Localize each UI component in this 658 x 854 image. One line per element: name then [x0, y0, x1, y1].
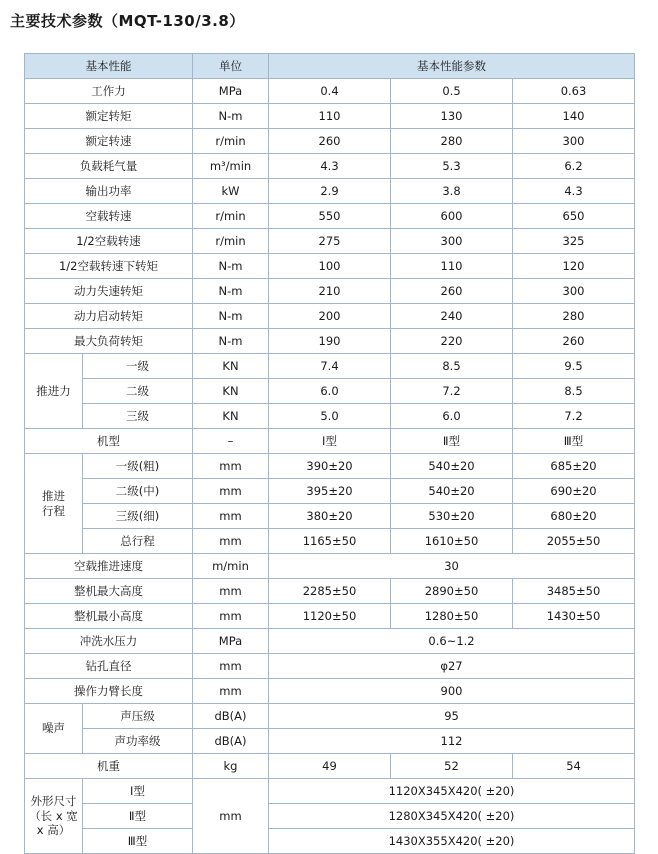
- row-value-3: 0.63: [513, 79, 635, 104]
- row-unit: N-m: [193, 104, 269, 129]
- header-parameters: 基本性能参数: [269, 54, 635, 79]
- row-unit: r/min: [193, 229, 269, 254]
- row-value-span: 112: [269, 729, 635, 754]
- row-value-span: 30: [269, 554, 635, 579]
- row-unit: N-m: [193, 329, 269, 354]
- table-row-dimensions: [25, 829, 635, 854]
- row-value-1: Ⅰ型: [269, 429, 391, 454]
- row-value-1: 260: [269, 129, 391, 154]
- row-label: 操作力臂长度: [25, 679, 193, 704]
- row-value-3: 54: [513, 754, 635, 779]
- row-value-2: 0.5: [391, 79, 513, 104]
- table-row-thrust: [25, 354, 635, 379]
- row-value-2: 8.5: [391, 354, 513, 379]
- row-label: 1/2空载转速下转矩: [25, 254, 193, 279]
- table-row-thrust: [25, 379, 635, 404]
- row-value-3: 280: [513, 304, 635, 329]
- row-value-3: 6.2: [513, 154, 635, 179]
- row-unit: mm: [193, 454, 269, 479]
- row-value-2: 52: [391, 754, 513, 779]
- row-value-3: 650: [513, 204, 635, 229]
- row-value-3: 7.2: [513, 404, 635, 429]
- table-row: [25, 204, 635, 229]
- row-value-2: 540±20: [391, 454, 513, 479]
- row-value-2: 220: [391, 329, 513, 354]
- row-unit: m³/min: [193, 154, 269, 179]
- group-label-stroke-line2: 行程: [42, 503, 65, 518]
- row-unit: N-m: [193, 254, 269, 279]
- table-row: [25, 129, 635, 154]
- row-unit: –: [193, 429, 269, 454]
- group-label-dimensions-line2: （长 x 宽 x 高）: [29, 808, 78, 838]
- row-value-3: 300: [513, 129, 635, 154]
- row-value-2: 540±20: [391, 479, 513, 504]
- table-row-noise: [25, 704, 635, 729]
- row-value-3: 3485±50: [513, 579, 635, 604]
- row-value-3: 1430±50: [513, 604, 635, 629]
- table-row: [25, 254, 635, 279]
- table-row: [25, 554, 635, 579]
- sub-label: 声功率级: [83, 729, 193, 754]
- row-label: 冲洗水压力: [25, 629, 193, 654]
- row-value-1: 395±20: [269, 479, 391, 504]
- row-value-span: 1430X355X420( ±20): [269, 829, 635, 854]
- row-label: 空载推进速度: [25, 554, 193, 579]
- row-label: 输出功率: [25, 179, 193, 204]
- row-value-1: 2285±50: [269, 579, 391, 604]
- page-title: 主要技术参数（MQT-130/3.8）: [10, 12, 245, 30]
- row-value-2: Ⅱ型: [391, 429, 513, 454]
- row-unit: dB(A): [193, 729, 269, 754]
- table-row: [25, 579, 635, 604]
- row-unit: KN: [193, 404, 269, 429]
- row-value-2: 2890±50: [391, 579, 513, 604]
- row-value-2: 1280±50: [391, 604, 513, 629]
- table-row: [25, 179, 635, 204]
- row-value-span: 1280X345X420( ±20): [269, 804, 635, 829]
- table-row-stroke: [25, 529, 635, 554]
- row-unit: mm: [193, 604, 269, 629]
- table-row: [25, 629, 635, 654]
- row-unit: N-m: [193, 304, 269, 329]
- row-value-3: 8.5: [513, 379, 635, 404]
- row-unit: mm: [193, 579, 269, 604]
- table-row: [25, 304, 635, 329]
- row-unit: kg: [193, 754, 269, 779]
- row-label: 额定转矩: [25, 104, 193, 129]
- table-row: [25, 79, 635, 104]
- row-value-3: 4.3: [513, 179, 635, 204]
- table-row-model: [25, 429, 635, 454]
- row-unit: mm: [193, 479, 269, 504]
- table-row-weight: [25, 754, 635, 779]
- row-value-2: 600: [391, 204, 513, 229]
- sub-label: 总行程: [83, 529, 193, 554]
- sub-label: 一级(粗): [83, 454, 193, 479]
- row-value-1: 210: [269, 279, 391, 304]
- sub-label: 声压级: [83, 704, 193, 729]
- row-label: 最大负荷转矩: [25, 329, 193, 354]
- row-label: 额定转速: [25, 129, 193, 154]
- table-row: [25, 679, 635, 704]
- group-label-noise: 噪声: [25, 704, 83, 754]
- table-row: [25, 604, 635, 629]
- row-value-2: 280: [391, 129, 513, 154]
- table-row-stroke: [25, 504, 635, 529]
- row-value-3: Ⅲ型: [513, 429, 635, 454]
- row-label: 整机最小高度: [25, 604, 193, 629]
- table-row-stroke: [25, 454, 635, 479]
- row-unit: r/min: [193, 204, 269, 229]
- table-row-noise: [25, 729, 635, 754]
- row-unit: mm: [193, 779, 269, 854]
- row-value-span: 95: [269, 704, 635, 729]
- row-value-1: 100: [269, 254, 391, 279]
- table-row: [25, 654, 635, 679]
- row-value-3: 9.5: [513, 354, 635, 379]
- sub-label: 一级: [83, 354, 193, 379]
- sub-label: 二级(中): [83, 479, 193, 504]
- sub-label: 三级(细): [83, 504, 193, 529]
- row-value-2: 1610±50: [391, 529, 513, 554]
- row-value-1: 550: [269, 204, 391, 229]
- row-unit: mm: [193, 504, 269, 529]
- table-row: [25, 329, 635, 354]
- group-label-dimensions-line1: 外形尺寸: [30, 794, 77, 809]
- row-unit: mm: [193, 679, 269, 704]
- row-value-2: 6.0: [391, 404, 513, 429]
- row-value-1: 110: [269, 104, 391, 129]
- row-value-1: 390±20: [269, 454, 391, 479]
- row-label: 空载转速: [25, 204, 193, 229]
- sub-label: Ⅱ型: [83, 804, 193, 829]
- row-value-2: 530±20: [391, 504, 513, 529]
- row-value-1: 380±20: [269, 504, 391, 529]
- row-value-1: 1120±50: [269, 604, 391, 629]
- row-value-2: 7.2: [391, 379, 513, 404]
- row-value-2: 260: [391, 279, 513, 304]
- row-value-3: 2055±50: [513, 529, 635, 554]
- group-label-stroke-line1: 推进: [42, 489, 65, 504]
- row-value-1: 1165±50: [269, 529, 391, 554]
- sub-label: 三级: [83, 404, 193, 429]
- header-unit: 单位: [193, 54, 269, 79]
- row-unit: KN: [193, 354, 269, 379]
- header-performance: 基本性能: [25, 54, 193, 79]
- row-unit: KN: [193, 379, 269, 404]
- row-value-3: 690±20: [513, 479, 635, 504]
- row-value-2: 5.3: [391, 154, 513, 179]
- row-value-1: 190: [269, 329, 391, 354]
- row-label: 机重: [25, 754, 193, 779]
- row-unit: m/min: [193, 554, 269, 579]
- row-value-3: 685±20: [513, 454, 635, 479]
- row-value-1: 5.0: [269, 404, 391, 429]
- row-value-span: 900: [269, 679, 635, 704]
- row-value-1: 2.9: [269, 179, 391, 204]
- row-unit: mm: [193, 654, 269, 679]
- row-label: 动力启动转矩: [25, 304, 193, 329]
- spec-table-container: [0, 31, 658, 854]
- group-label-dimensions: [25, 779, 83, 854]
- row-label: 1/2空载转速: [25, 229, 193, 254]
- table-row: [25, 104, 635, 129]
- row-value-3: 260: [513, 329, 635, 354]
- row-value-3: 325: [513, 229, 635, 254]
- table-row: [25, 229, 635, 254]
- row-unit: r/min: [193, 129, 269, 154]
- group-label-stroke: [25, 454, 83, 554]
- technical-parameters-table: [24, 53, 635, 854]
- sub-label: Ⅰ型: [83, 779, 193, 804]
- table-header-row: [25, 54, 635, 79]
- row-value-span: φ27: [269, 654, 635, 679]
- table-row-stroke: [25, 479, 635, 504]
- row-value-1: 49: [269, 754, 391, 779]
- row-value-1: 4.3: [269, 154, 391, 179]
- row-value-span: 0.6~1.2: [269, 629, 635, 654]
- row-value-span: 1120X345X420( ±20): [269, 779, 635, 804]
- row-unit: N-m: [193, 279, 269, 304]
- table-row: [25, 279, 635, 304]
- row-label: 整机最大高度: [25, 579, 193, 604]
- row-value-2: 130: [391, 104, 513, 129]
- row-value-1: 275: [269, 229, 391, 254]
- table-row-dimensions: [25, 779, 635, 804]
- sub-label: 二级: [83, 379, 193, 404]
- table-row: [25, 154, 635, 179]
- row-value-1: 6.0: [269, 379, 391, 404]
- row-unit: MPa: [193, 629, 269, 654]
- table-row-dimensions: [25, 804, 635, 829]
- row-unit: dB(A): [193, 704, 269, 729]
- row-value-1: 200: [269, 304, 391, 329]
- row-value-1: 7.4: [269, 354, 391, 379]
- row-label: 负载耗气量: [25, 154, 193, 179]
- row-value-2: 110: [391, 254, 513, 279]
- row-value-3: 140: [513, 104, 635, 129]
- group-label-thrust: 推进力: [25, 354, 83, 429]
- sub-label: Ⅲ型: [83, 829, 193, 854]
- row-value-3: 300: [513, 279, 635, 304]
- row-unit: mm: [193, 529, 269, 554]
- table-row-thrust: [25, 404, 635, 429]
- row-label: 动力失速转矩: [25, 279, 193, 304]
- row-label: 工作力: [25, 79, 193, 104]
- row-label: 钻孔直径: [25, 654, 193, 679]
- row-value-3: 120: [513, 254, 635, 279]
- row-label: 机型: [25, 429, 193, 454]
- row-value-2: 300: [391, 229, 513, 254]
- row-unit: MPa: [193, 79, 269, 104]
- row-value-2: 3.8: [391, 179, 513, 204]
- row-value-2: 240: [391, 304, 513, 329]
- row-unit: kW: [193, 179, 269, 204]
- row-value-3: 680±20: [513, 504, 635, 529]
- row-value-1: 0.4: [269, 79, 391, 104]
